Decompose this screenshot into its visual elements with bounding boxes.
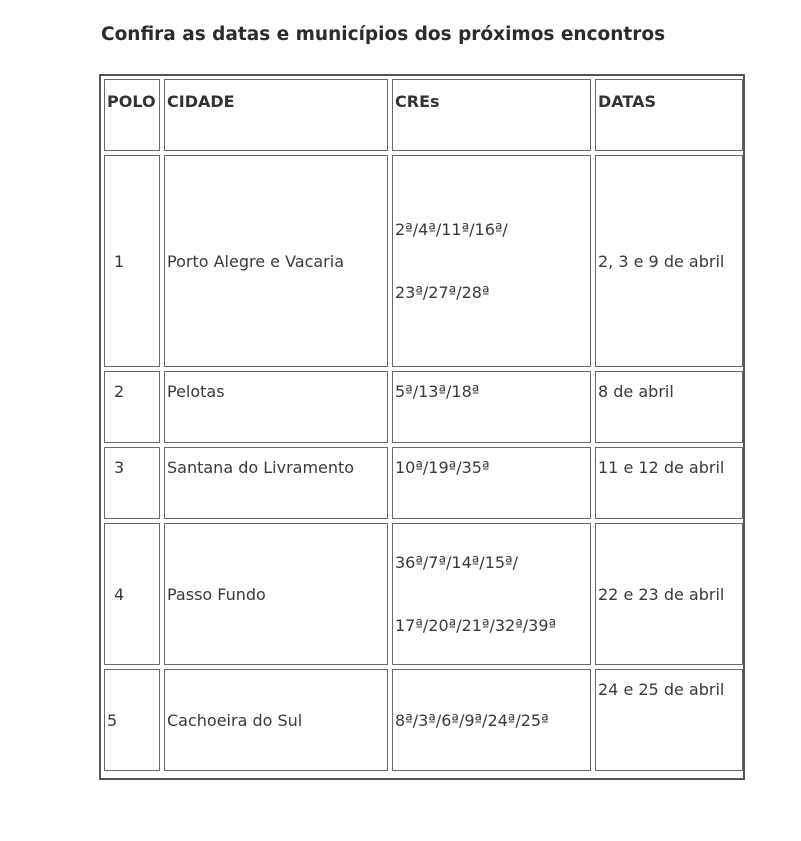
cell-cres bbox=[392, 155, 591, 367]
cell-cidade: Porto Alegre e Vacaria bbox=[164, 155, 388, 367]
cell-polo: 4 bbox=[104, 523, 160, 665]
table-row bbox=[104, 669, 743, 771]
table-row bbox=[104, 447, 743, 519]
cell-polo: 5 bbox=[104, 669, 160, 771]
cell-cres bbox=[392, 523, 591, 665]
cres-spacer bbox=[395, 572, 588, 616]
cell-polo: 3 bbox=[104, 447, 160, 519]
header-cres: CREs bbox=[392, 79, 591, 151]
table-row bbox=[104, 155, 743, 367]
cres-line: 23ª/27ª/28ª bbox=[395, 283, 490, 302]
cres-line: 2ª/4ª/11ª/16ª/ bbox=[395, 220, 508, 239]
cell-datas: 11 e 12 de abril bbox=[595, 447, 743, 519]
cres-spacer bbox=[395, 239, 588, 283]
cres-line: 36ª/7ª/14ª/15ª/ bbox=[395, 553, 518, 572]
header-cidade: CIDADE bbox=[164, 79, 388, 151]
cell-datas: 24 e 25 de abril bbox=[595, 669, 743, 771]
header-datas: DATAS bbox=[595, 79, 743, 151]
cell-cidade: Cachoeira do Sul bbox=[164, 669, 388, 771]
table-header-row bbox=[104, 79, 743, 151]
schedule-table bbox=[100, 75, 747, 775]
page-title: Confira as datas e municípios dos próximos encontros bbox=[101, 24, 666, 45]
cell-cidade: Passo Fundo bbox=[164, 523, 388, 665]
cell-datas: 8 de abril bbox=[595, 371, 743, 443]
cell-cres: 5ª/13ª/18ª bbox=[392, 371, 591, 443]
cell-cidade: Santana do Livramento bbox=[164, 447, 388, 519]
cell-datas: 22 e 23 de abril bbox=[595, 523, 743, 665]
cell-polo: 2 bbox=[104, 371, 160, 443]
cell-cres: 8ª/3ª/6ª/9ª/24ª/25ª bbox=[392, 669, 591, 771]
cell-polo: 1 bbox=[104, 155, 160, 367]
cell-datas: 2, 3 e 9 de abril bbox=[595, 155, 743, 367]
header-polo: POLO bbox=[104, 79, 160, 151]
table-row bbox=[104, 371, 743, 443]
schedule-table-frame bbox=[99, 74, 745, 780]
cell-cidade: Pelotas bbox=[164, 371, 388, 443]
table-row bbox=[104, 523, 743, 665]
cres-line: 17ª/20ª/21ª/32ª/39ª bbox=[395, 616, 557, 635]
cell-cres: 10ª/19ª/35ª bbox=[392, 447, 591, 519]
